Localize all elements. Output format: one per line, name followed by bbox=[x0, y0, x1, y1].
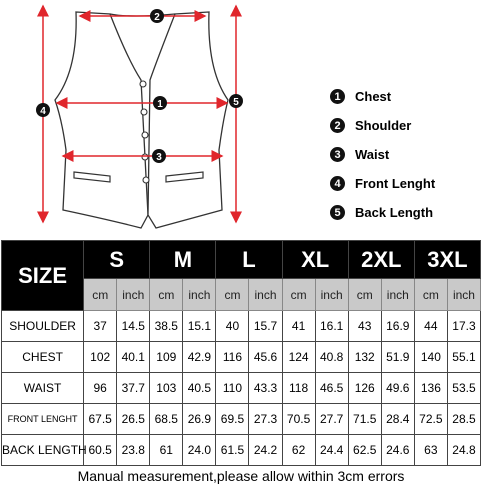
size-m: M bbox=[150, 241, 216, 279]
unit-cm: cm bbox=[414, 279, 447, 311]
table-cell: 27.3 bbox=[249, 404, 282, 435]
table-cell: 23.8 bbox=[117, 435, 150, 466]
legend-number: 3 bbox=[330, 147, 345, 162]
table-cell: 118 bbox=[282, 373, 315, 404]
table-cell: 15.7 bbox=[249, 311, 282, 342]
table-cell: 70.5 bbox=[282, 404, 315, 435]
table-row bbox=[2, 342, 481, 373]
table-cell: 62.5 bbox=[348, 435, 381, 466]
table-cell: 71.5 bbox=[348, 404, 381, 435]
table-row bbox=[2, 373, 481, 404]
legend-item-chest bbox=[330, 82, 480, 111]
table-cell: 26.9 bbox=[183, 404, 216, 435]
legend-number: 2 bbox=[330, 118, 345, 133]
legend-number: 1 bbox=[330, 89, 345, 104]
size-2xl: 2XL bbox=[348, 241, 414, 279]
marker-front-num: 4 bbox=[40, 106, 46, 117]
measurement-note: Manual measurement,please allow within 3cm errors bbox=[77, 468, 405, 484]
table-cell: 132 bbox=[348, 342, 381, 373]
table-cell: 126 bbox=[348, 373, 381, 404]
table-cell: 67.5 bbox=[84, 404, 117, 435]
table-cell: 55.1 bbox=[447, 342, 480, 373]
table-cell: 136 bbox=[414, 373, 447, 404]
table-cell: 110 bbox=[216, 373, 249, 404]
row-label: CHEST bbox=[2, 342, 84, 373]
table-cell: 41 bbox=[282, 311, 315, 342]
legend-number: 4 bbox=[330, 176, 345, 191]
table-cell: 42.9 bbox=[183, 342, 216, 373]
table-cell: 24.0 bbox=[183, 435, 216, 466]
unit-cm: cm bbox=[348, 279, 381, 311]
vest-outline bbox=[55, 12, 228, 228]
size-header: SIZE bbox=[2, 241, 84, 311]
table-cell: 60.5 bbox=[84, 435, 117, 466]
row-label: SHOULDER bbox=[2, 311, 84, 342]
table-cell: 37.7 bbox=[117, 373, 150, 404]
table-cell: 17.3 bbox=[447, 311, 480, 342]
size-xl: XL bbox=[282, 241, 348, 279]
table-cell: 103 bbox=[150, 373, 183, 404]
table-cell: 140 bbox=[414, 342, 447, 373]
unit-cm: cm bbox=[216, 279, 249, 311]
marker-back-num: 5 bbox=[233, 97, 239, 108]
unit-inch: inch bbox=[447, 279, 480, 311]
table-cell: 62 bbox=[282, 435, 315, 466]
table-cell: 28.4 bbox=[381, 404, 414, 435]
size-table bbox=[1, 240, 481, 466]
table-body bbox=[2, 311, 481, 466]
unit-cm: cm bbox=[282, 279, 315, 311]
marker-shoulder-num: 2 bbox=[154, 12, 160, 23]
table-cell: 53.5 bbox=[447, 373, 480, 404]
table-cell: 40.5 bbox=[183, 373, 216, 404]
table-cell: 26.5 bbox=[117, 404, 150, 435]
table-cell: 16.9 bbox=[381, 311, 414, 342]
unit-inch: inch bbox=[249, 279, 282, 311]
table-cell: 43.3 bbox=[249, 373, 282, 404]
table-cell: 14.5 bbox=[117, 311, 150, 342]
table-cell: 27.7 bbox=[315, 404, 348, 435]
size-s: S bbox=[84, 241, 150, 279]
table-cell: 102 bbox=[84, 342, 117, 373]
size-header-row bbox=[2, 241, 481, 279]
legend-item-waist bbox=[330, 140, 480, 169]
table-cell: 63 bbox=[414, 435, 447, 466]
legend-label: Shoulder bbox=[355, 118, 412, 133]
legend-label: Front Lenght bbox=[355, 176, 436, 191]
legend-label: Back Length bbox=[355, 205, 434, 220]
unit-inch: inch bbox=[117, 279, 150, 311]
table-cell: 28.5 bbox=[447, 404, 480, 435]
table-cell: 24.4 bbox=[315, 435, 348, 466]
table-cell: 40.1 bbox=[117, 342, 150, 373]
table-cell: 45.6 bbox=[249, 342, 282, 373]
table-cell: 68.5 bbox=[150, 404, 183, 435]
marker-front bbox=[36, 103, 50, 117]
table-row bbox=[2, 311, 481, 342]
legend-label: Chest bbox=[355, 89, 392, 104]
legend-item-shoulder bbox=[330, 111, 480, 140]
marker-chest bbox=[153, 96, 167, 110]
unit-inch: inch bbox=[315, 279, 348, 311]
legend-number: 5 bbox=[330, 205, 345, 220]
table-cell: 69.5 bbox=[216, 404, 249, 435]
legend-item-front-length bbox=[330, 169, 480, 198]
table-cell: 72.5 bbox=[414, 404, 447, 435]
table-cell: 16.1 bbox=[315, 311, 348, 342]
table-cell: 61 bbox=[150, 435, 183, 466]
table-cell: 24.6 bbox=[381, 435, 414, 466]
legend bbox=[330, 82, 480, 227]
unit-cm: cm bbox=[150, 279, 183, 311]
table-cell: 43 bbox=[348, 311, 381, 342]
table-cell: 37 bbox=[84, 311, 117, 342]
unit-inch: inch bbox=[183, 279, 216, 311]
table-cell: 51.9 bbox=[381, 342, 414, 373]
unit-cm: cm bbox=[84, 279, 117, 311]
size-l: L bbox=[216, 241, 282, 279]
row-label: BACK LENGTH bbox=[2, 435, 84, 466]
table-row bbox=[2, 404, 481, 435]
table-cell: 61.5 bbox=[216, 435, 249, 466]
table-row bbox=[2, 435, 481, 466]
table-cell: 116 bbox=[216, 342, 249, 373]
table-cell: 124 bbox=[282, 342, 315, 373]
table-cell: 49.6 bbox=[381, 373, 414, 404]
size-3xl: 3XL bbox=[414, 241, 480, 279]
table-cell: 40 bbox=[216, 311, 249, 342]
table-cell: 15.1 bbox=[183, 311, 216, 342]
unit-inch: inch bbox=[381, 279, 414, 311]
marker-chest-num: 1 bbox=[157, 99, 163, 110]
marker-back bbox=[229, 94, 243, 108]
table-cell: 40.8 bbox=[315, 342, 348, 373]
legend-item-back-length bbox=[330, 198, 480, 227]
table-cell: 46.5 bbox=[315, 373, 348, 404]
row-label: WAIST bbox=[2, 373, 84, 404]
row-label: FRONT LENGHT bbox=[2, 404, 84, 435]
marker-waist bbox=[152, 149, 166, 163]
legend-label: Waist bbox=[355, 147, 390, 162]
marker-waist-num: 3 bbox=[156, 152, 162, 163]
table-cell: 24.8 bbox=[447, 435, 480, 466]
table-cell: 38.5 bbox=[150, 311, 183, 342]
marker-shoulder bbox=[150, 9, 164, 23]
table-cell: 109 bbox=[150, 342, 183, 373]
table-cell: 24.2 bbox=[249, 435, 282, 466]
table-cell: 96 bbox=[84, 373, 117, 404]
table-cell: 44 bbox=[414, 311, 447, 342]
